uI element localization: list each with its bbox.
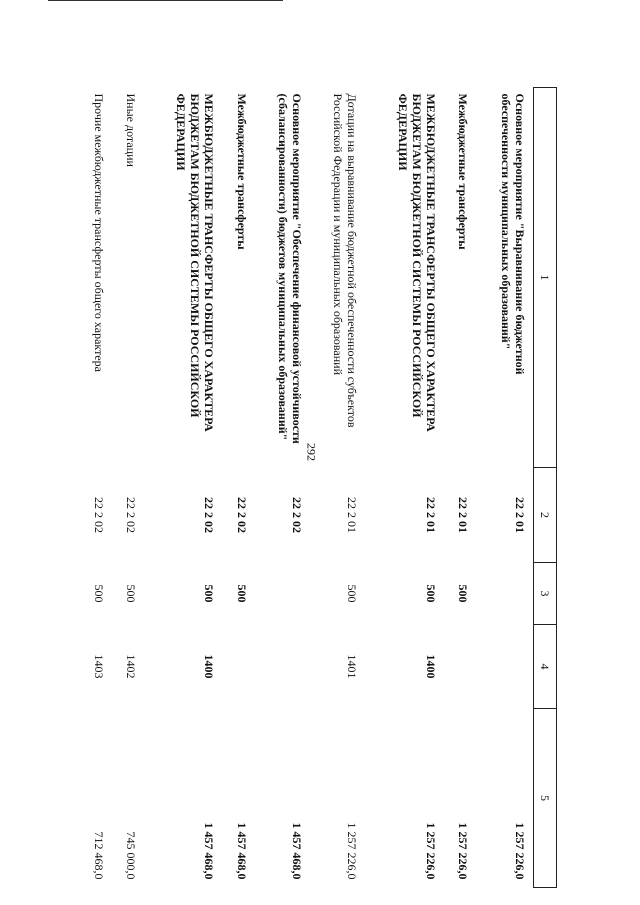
top-rule (48, 0, 283, 1)
row-name: Основное мероприятие "Выравнивание бюджетной обеспеченности муниципальных образований" (499, 93, 527, 375)
table-row (220, 88, 253, 888)
row-amount: 1 457 468,0 (202, 822, 217, 880)
row-amount: 1 257 226,0 (423, 822, 438, 880)
row-name: Дотации на выравнивание бюджетной обеспеченности субъектов Российской Федерации и муниципальных образований (331, 93, 360, 428)
column-header-1: 1 (534, 88, 557, 468)
row-target-code: 22 2 02 (234, 497, 249, 533)
table-row (442, 88, 475, 888)
row-section-code: 1401 (345, 654, 360, 679)
row-section-code: 1402 (124, 654, 139, 679)
table-body (77, 88, 534, 888)
row-section-code: 1403 (91, 654, 106, 679)
row-section-code (220, 625, 253, 709)
table-row (363, 88, 441, 888)
row-name: Прочие межбюджетные трансферты общего характера (91, 93, 106, 372)
row-section-code (442, 625, 475, 709)
row-section-code: 1400 (202, 654, 217, 679)
rotated-page (77, 87, 557, 887)
row-amount: 1 257 226,0 (345, 822, 360, 880)
row-amount: 712 468,0 (91, 831, 106, 880)
page-number: 292 (304, 443, 319, 461)
row-type-code: 500 (423, 584, 438, 603)
row-name: Основное мероприятие "Обеспечение финансовой устойчивости (сбалансированности) бюджетов муниципальных образований" (276, 93, 305, 444)
row-type-code: 500 (124, 584, 139, 603)
column-header-5: 5 (534, 709, 557, 888)
row-section-code (253, 625, 308, 709)
row-target-code: 22 2 01 (456, 497, 471, 533)
header-row (534, 88, 557, 888)
row-type-code (253, 563, 308, 625)
row-amount: 1 257 226,0 (456, 822, 471, 880)
row-type-code: 500 (456, 584, 471, 603)
table-row (110, 88, 143, 888)
row-section-code: 1400 (423, 654, 438, 679)
column-header-3: 3 (534, 563, 557, 625)
row-target-code: 22 2 01 (345, 497, 360, 533)
table-row (142, 88, 220, 888)
table-row (77, 88, 110, 888)
row-type-code: 500 (234, 584, 249, 603)
row-name: МЕЖБЮДЖЕТНЫЕ ТРАНСФЕРТЫ ОБЩЕГО ХАРАКТЕРА БЮДЖЕТАМ БЮДЖЕТНОЙ СИСТЕМЫ РОССИЙСКОЙ ФЕДЕРАЦИИ (395, 93, 438, 432)
table-row (253, 88, 308, 888)
row-amount: 1 257 226,0 (513, 822, 527, 880)
row-target-code: 22 2 02 (91, 497, 106, 533)
row-name: Межбюджетные трансферты (234, 93, 249, 250)
row-section-code (474, 625, 533, 709)
row-type-code: 500 (345, 584, 360, 603)
row-target-code: 22 2 01 (513, 497, 527, 533)
table-row (308, 88, 363, 888)
row-target-code: 22 2 02 (202, 497, 217, 533)
row-target-code: 22 2 02 (124, 497, 139, 533)
row-amount: 1 457 468,0 (290, 822, 305, 880)
row-name: МЕЖБЮДЖЕТНЫЕ ТРАНСФЕРТЫ ОБЩЕГО ХАРАКТЕРА БЮДЖЕТАМ БЮДЖЕТНОЙ СИСТЕМЫ РОССИЙСКОЙ ФЕДЕРАЦИИ (174, 93, 217, 432)
row-amount: 1 457 468,0 (234, 822, 249, 880)
table-row (474, 88, 533, 888)
row-name: Межбюджетные трансферты (456, 93, 471, 250)
row-type-code (474, 563, 533, 625)
row-target-code: 22 2 01 (423, 497, 438, 533)
budget-table (77, 87, 557, 888)
row-type-code: 500 (202, 584, 217, 603)
row-name: Иные дотации (124, 93, 139, 167)
row-type-code: 500 (91, 584, 106, 603)
column-header-2: 2 (534, 468, 557, 563)
column-header-4: 4 (534, 625, 557, 709)
row-target-code: 22 2 02 (290, 497, 305, 533)
row-amount: 745 000,0 (124, 831, 139, 880)
